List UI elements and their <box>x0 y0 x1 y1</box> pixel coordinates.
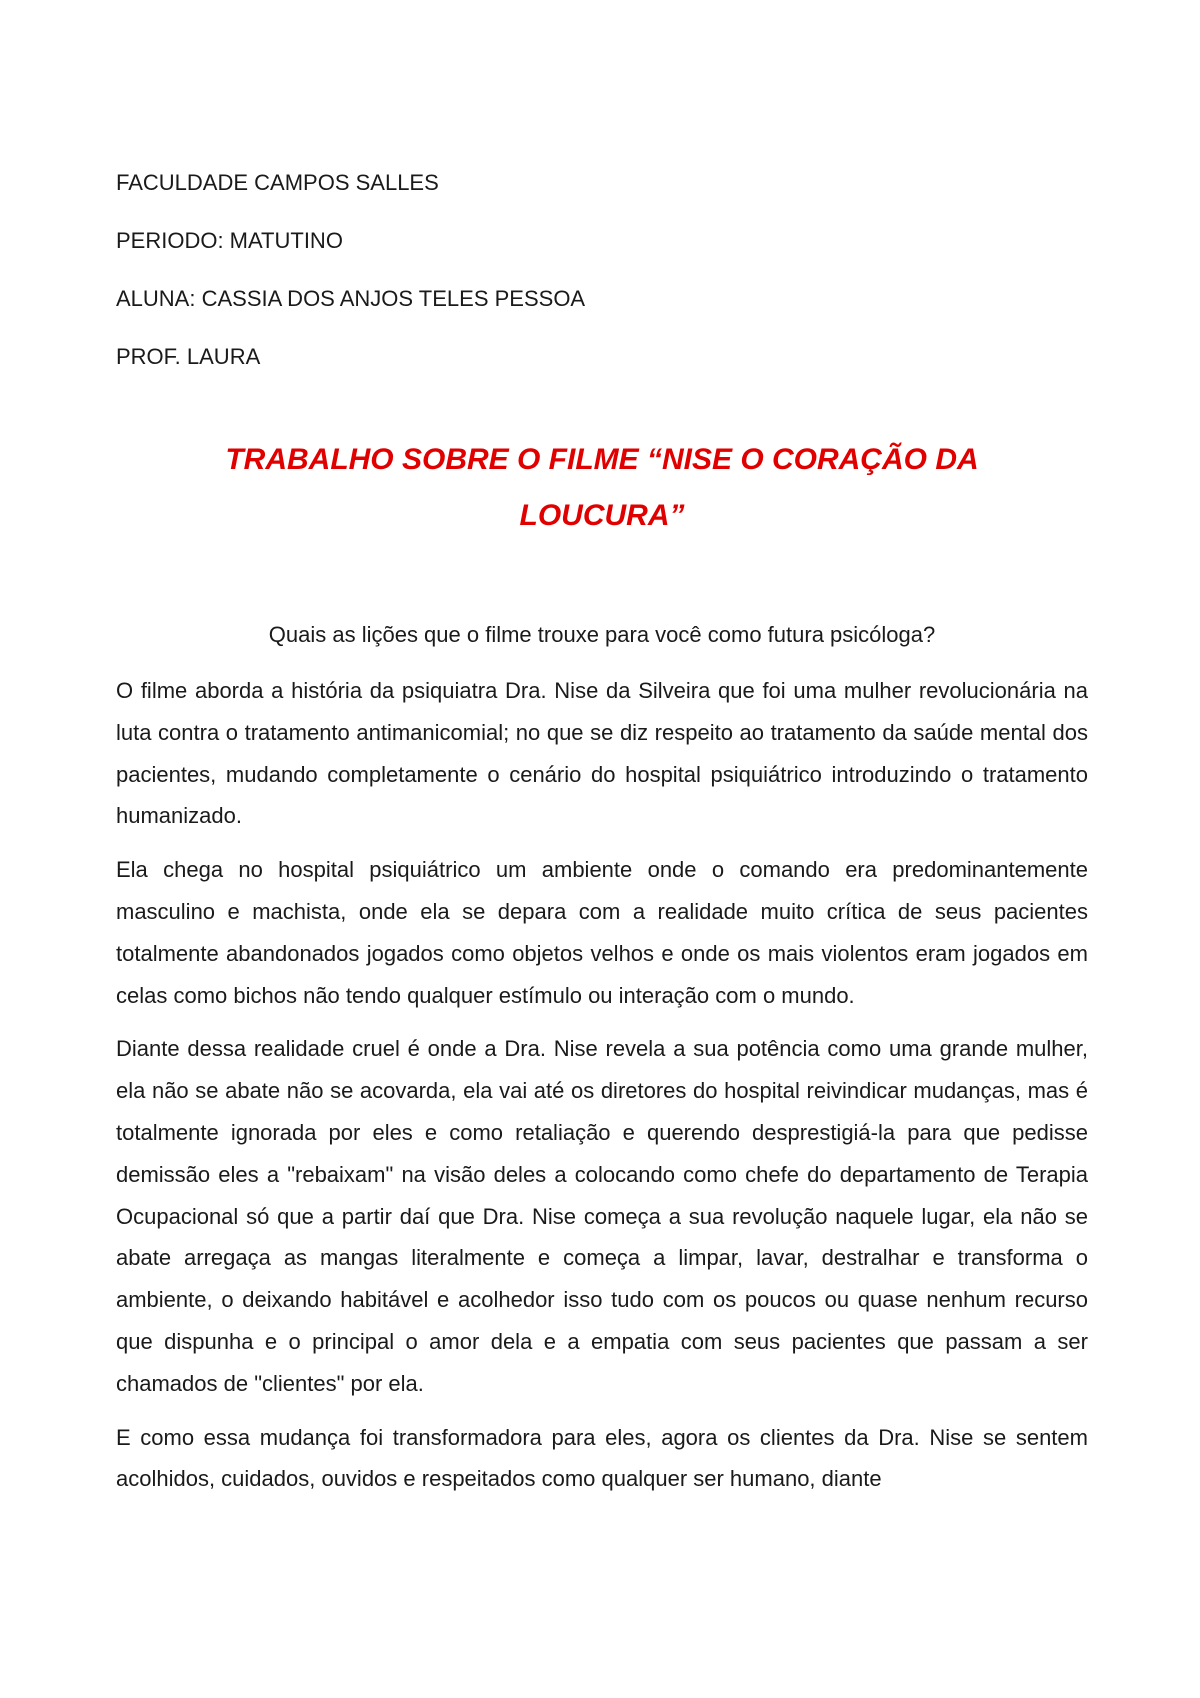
period-line: PERIODO: MATUTINO <box>116 228 343 253</box>
paragraph-2: Ela chega no hospital psiquiátrico um ambiente onde o comando era predominantemente masculino e machista, onde ela se depara com a realidade muito crítica de seus pacientes totalmente abandonados jogados como objetos velhos e onde os mais violentos eram jogados em celas como bichos não tendo qualquer estímulo ou interação com o mundo. <box>116 857 1088 1008</box>
title-line-2: LOUCURA” <box>519 499 685 532</box>
professor-line: PROF. LAURA <box>116 344 261 369</box>
document-page <box>116 168 1088 1512</box>
paragraph-1: O filme aborda a história da psiquiatra Dra. Nise da Silveira que foi uma mulher revolucionária na luta contra o tratamento antimanicomial; no que se diz respeito ao tratamento da saúde mental dos pacientes, mudando completamente o cenário do hospital psiquiátrico introduzindo o tratamento humanizado. <box>116 678 1088 829</box>
student-line: ALUNA: CASSIA DOS ANJOS TELES PESSOA <box>116 286 586 311</box>
paragraph-4: E como essa mudança foi transformadora para eles, agora os clientes da Dra. Nise se sentem acolhidos, cuidados, ouvidos e respeitados como qualquer ser humano, diante <box>116 1424 1088 1492</box>
document-title <box>116 432 1088 544</box>
question-heading: Quais as lições que o filme trouxe para você como futura psicóloga? <box>268 622 936 647</box>
institution-line: FACULDADE CAMPOS SALLES <box>116 170 439 195</box>
title-line-1: TRABALHO SOBRE O FILME “NISE O CORAÇÃO DA <box>225 443 979 476</box>
paragraph-3: Diante dessa realidade cruel é onde a Dra. Nise revela a sua potência como uma grande mulher, ela não se abate não se acovarda, ela vai até os diretores do hospital reivindicar mudanças, mas é totalmente ignorada por eles e como retaliação e querendo desprestigiá-la para que pedisse demissão eles a "rebaixam" na visão deles a colocando como chefe do departamento de Terapia Ocupacional só que a partir daí que Dra. Nise começa a sua revolução naquele lugar, ela não se abate arregaça as mangas literalmente e começa a limpar, lavar, destralhar e transforma o ambiente, o deixando habitável e acolhedor isso tudo com os poucos ou quase nenhum recurso que dispunha e o principal o amor dela e a empatia com seus pacientes que passam a ser chamados de "clientes" por ela. <box>116 1036 1088 1396</box>
